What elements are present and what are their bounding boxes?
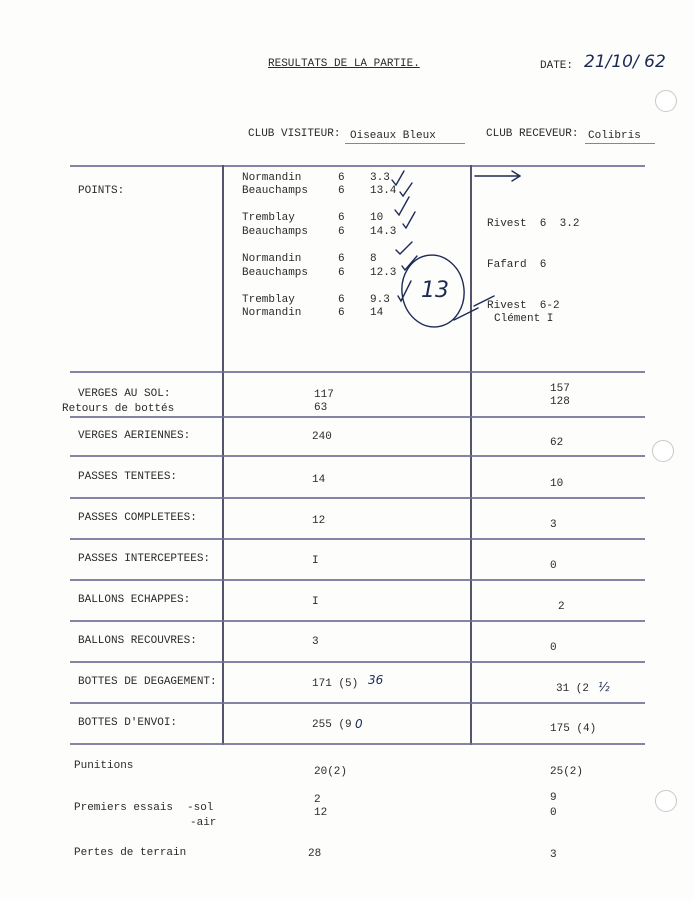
- premiers-essais-visitor-sol: 2: [314, 794, 321, 806]
- checkmark-icon: [395, 197, 409, 215]
- scorer-time: 8: [370, 253, 377, 265]
- scorer-name: Tremblay: [242, 212, 295, 224]
- verges-sol-visitor: 117: [314, 389, 334, 401]
- arrow-right-icon: [475, 171, 520, 181]
- checkmark-icon: [396, 242, 412, 254]
- home-club-label: CLUB RECEVEUR:: [486, 128, 579, 140]
- verges-air-visitor: 240: [312, 431, 332, 443]
- ballons-recouvres-visitor: 3: [312, 636, 319, 648]
- bottes-envoi-visitor: 255 (9: [312, 719, 352, 731]
- passes-interceptees-visitor: I: [312, 555, 319, 567]
- ballons-echappes-home: 2: [558, 601, 565, 613]
- home-club-name: Colibris: [588, 130, 641, 142]
- scorer-points: 6: [338, 253, 345, 265]
- verges-air-home: 62: [550, 437, 564, 449]
- points-label: POINTS:: [78, 185, 125, 197]
- circled-total: 13: [421, 278, 449, 303]
- punitions-home: 25(2): [550, 766, 584, 778]
- home-scorer-line: Rivest 6 3.2: [487, 218, 580, 230]
- pertes-terrain-home: 3: [550, 849, 557, 861]
- bottes-degagement-visitor-note: 36: [368, 673, 384, 687]
- checkmark-icon: [403, 212, 415, 228]
- punitions-label: Punitions: [74, 760, 134, 772]
- pertes-terrain-label: Pertes de terrain: [74, 847, 187, 859]
- scorer-time: 12.3: [370, 267, 397, 279]
- scorer-points: 6: [338, 226, 345, 238]
- passes-tentees-visitor: 14: [312, 474, 326, 486]
- passes-tentees-label: PASSES TENTEES:: [78, 471, 178, 483]
- scorer-name: Beauchamps: [242, 267, 309, 279]
- pertes-terrain-visitor: 28: [308, 848, 322, 860]
- scorer-points: 6: [338, 307, 345, 319]
- scorer-points: 6: [338, 294, 345, 306]
- ballons-recouvres-home: 0: [550, 642, 557, 654]
- scorer-name: Normandin: [242, 307, 302, 319]
- premiers-essais-air-label: -air: [190, 817, 217, 829]
- date-value: 21/10/ 62: [584, 52, 666, 72]
- scorer-time: 10: [370, 212, 384, 224]
- premiers-essais-visitor-air: 12: [314, 807, 328, 819]
- retours-home: 128: [550, 396, 570, 408]
- premiers-essais-home-sol: 9: [550, 792, 557, 804]
- scorer-time: 3.3: [370, 172, 390, 184]
- bottes-envoi-label: BOTTES D'ENVOI:: [78, 717, 178, 729]
- ballons-recouvres-label: BALLONS RECOUVRES:: [78, 635, 197, 647]
- ballons-echappes-visitor: I: [312, 596, 319, 608]
- date-label: DATE:: [540, 60, 574, 72]
- checkmark-icon: [400, 183, 412, 196]
- passes-completees-home: 3: [550, 519, 557, 531]
- bottes-envoi-home: 175 (4): [550, 723, 597, 735]
- passes-interceptees-home: 0: [550, 560, 557, 572]
- scorer-time: 9.3: [370, 294, 390, 306]
- premiers-essais-home-air: 0: [550, 807, 557, 819]
- home-scorer-line: Clément I: [494, 313, 554, 325]
- page-title: RESULTATS DE LA PARTIE.: [268, 58, 420, 70]
- visitor-club-name: Oiseaux Bleux: [350, 130, 436, 142]
- scorer-name: Tremblay: [242, 294, 295, 306]
- visitor-club-label: CLUB VISITEUR:: [248, 128, 341, 140]
- premiers-essais-label: Premiers essais: [74, 802, 174, 814]
- passes-tentees-home: 10: [550, 478, 564, 490]
- retours-visitor: 63: [314, 402, 328, 414]
- checkmark-icon: [398, 281, 411, 301]
- scorer-name: Normandin: [242, 253, 302, 265]
- passes-completees-label: PASSES COMPLETEES:: [78, 512, 197, 524]
- bottes-degagement-home-note: ½: [598, 680, 610, 694]
- passes-interceptees-label: PASSES INTERCEPTEES:: [78, 553, 211, 565]
- retours-label: Retours de bottés: [62, 403, 175, 415]
- bottes-degagement-home: 31 (2: [556, 683, 590, 695]
- pen-stroke-icon: [474, 296, 494, 306]
- premiers-essais-sol-label: -sol: [187, 802, 214, 814]
- bottes-degagement-visitor: 171 (5): [312, 678, 359, 690]
- checkmark-icon: [402, 256, 417, 270]
- home-scorer-line: Fafard 6: [487, 259, 547, 271]
- scorer-points: 6: [338, 172, 345, 184]
- scorer-name: Beauchamps: [242, 185, 309, 197]
- scorer-points: 6: [338, 212, 345, 224]
- passes-completees-visitor: 12: [312, 515, 326, 527]
- scorer-points: 6: [338, 267, 345, 279]
- home-scorer-line: Rivest 6-2: [487, 300, 560, 312]
- ballons-echappes-label: BALLONS ECHAPPES:: [78, 594, 191, 606]
- bottes-degagement-label: BOTTES DE DEGAGEMENT:: [78, 676, 217, 688]
- scorer-time: 14: [370, 307, 384, 319]
- scorer-points: 6: [338, 185, 345, 197]
- scorer-time: 13.4: [370, 185, 397, 197]
- verges-sol-label: VERGES AU SOL:: [78, 388, 171, 400]
- scorer-time: 14.3: [370, 226, 397, 238]
- verges-sol-home: 157: [550, 383, 570, 395]
- checkmark-icon: [392, 171, 404, 185]
- scorer-name: Beauchamps: [242, 226, 309, 238]
- bottes-envoi-visitor-note: 0: [355, 717, 363, 731]
- punitions-visitor: 20(2): [314, 766, 348, 778]
- verges-air-label: VERGES AERIENNES:: [78, 430, 191, 442]
- scorer-name: Normandin: [242, 172, 302, 184]
